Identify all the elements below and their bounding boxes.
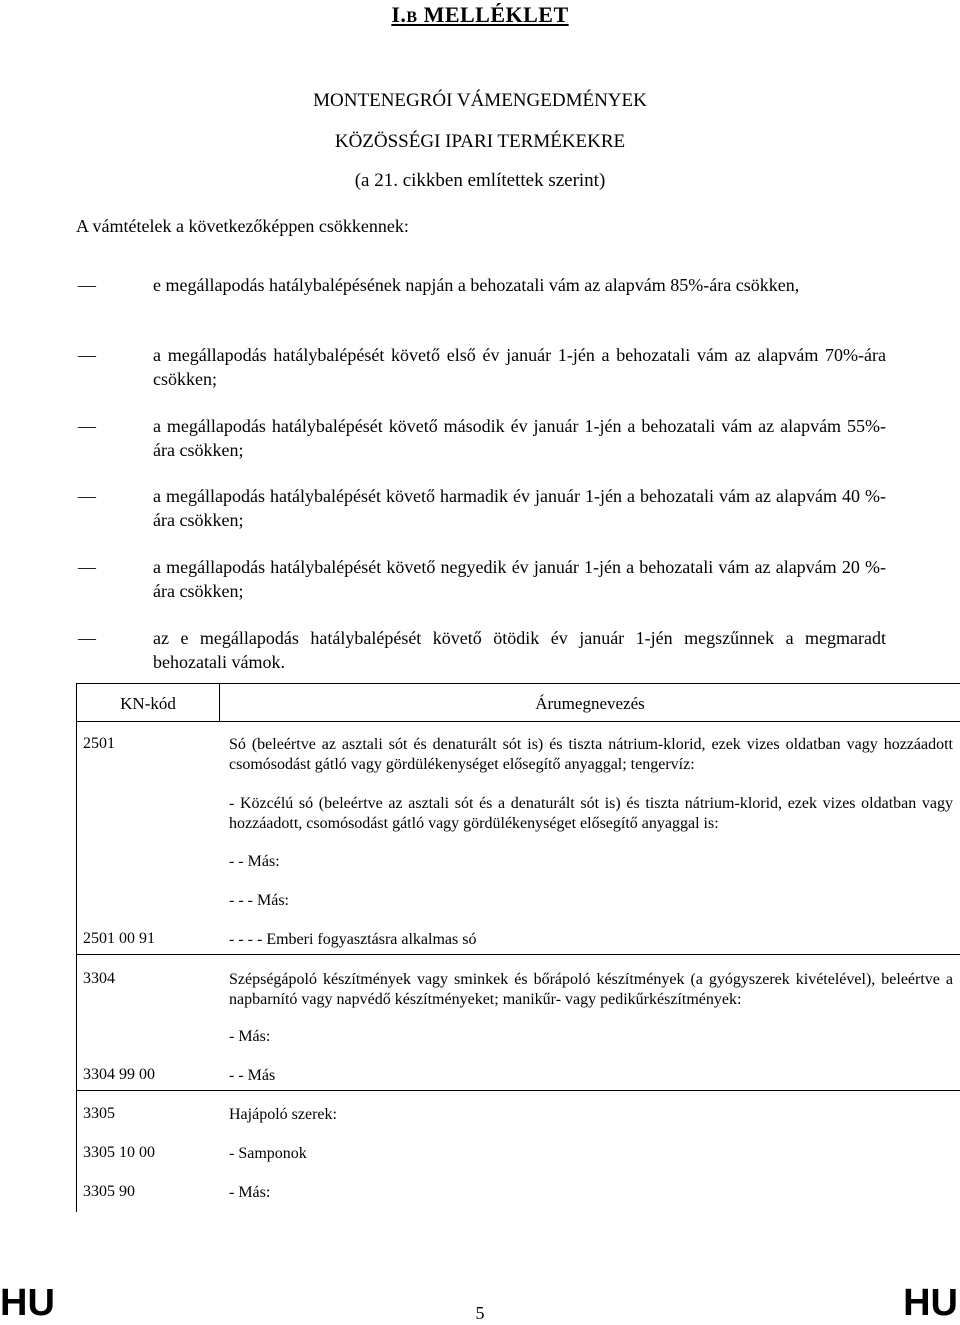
product-description: - - Más bbox=[229, 1067, 276, 1084]
cn-code: 2501 bbox=[83, 735, 115, 752]
bullet-item bbox=[78, 555, 886, 603]
product-description: Szépségápoló készítmények vagy sminkek és bőrápoló készítmények (a gyógyszerek kivételével), beleértve a napbarnító vagy napvédő készítményeket; manikűr- vagy pedikűrkészítmények: bbox=[229, 971, 953, 1008]
dash-marker: — bbox=[78, 486, 96, 506]
product-description: Só (beleértve az asztali sót és denaturált sót is) és tiszta nátrium-klorid, ezek vizes oldatban vagy hozzáadott csomósodást gátló vagy gördülékenységet elősegítő anyaggal; tengervíz: bbox=[229, 736, 953, 773]
col-header-code: KN-kód bbox=[120, 694, 176, 713]
dash-marker: — bbox=[78, 345, 96, 365]
bullet-text: a megállapodás hatálybalépését követő második év január 1-jén a behozatali vám az alapvám 55%-ára csökken; bbox=[153, 416, 886, 460]
annex-title bbox=[0, 2, 960, 28]
dash-marker: — bbox=[78, 275, 96, 295]
intro-text: A vámtételek a következőképpen csökkennek: bbox=[76, 216, 409, 236]
title-main: MELLÉKLET bbox=[417, 2, 569, 27]
cn-code: 3305 bbox=[83, 1105, 115, 1122]
cn-code: 3305 10 00 bbox=[83, 1144, 155, 1161]
cn-code: 3305 90 bbox=[83, 1183, 135, 1200]
bullet-text: a megállapodás hatálybalépését követő negyedik év január 1-jén a behozatali vám az alapvám 20 %-ára csökken; bbox=[153, 557, 886, 601]
row-separator bbox=[77, 1090, 960, 1091]
product-description: - Más: bbox=[229, 1028, 271, 1045]
header-bottom-rule bbox=[77, 721, 960, 722]
title-small: B bbox=[406, 9, 418, 26]
bullet-item bbox=[78, 484, 886, 532]
bullet-item bbox=[78, 626, 886, 674]
heading-line-3: (a 21. cikkben említettek szerint) bbox=[354, 170, 606, 191]
bullet-text: a megállapodás hatálybalépését követő harmadik év január 1-jén a behozatali vám az alapvám 40 %-ára csökken; bbox=[153, 486, 886, 530]
col-header-description: Árumegnevezés bbox=[535, 694, 645, 713]
bullet-text: e megállapodás hatálybalépésének napján a behozatali vám az alapvám 85%-ára csökken, bbox=[153, 275, 800, 295]
cn-code: 3304 bbox=[83, 970, 115, 987]
product-description: - - - - Emberi fogyasztásra alkalmas só bbox=[229, 931, 477, 948]
product-description: - Közcélú só (beleértve az asztali sót és a denaturált sót is) és tiszta nátrium-klorid, ezek vizes oldatban vagy hozzáadott, csomósodást gátló vagy gördülékenységet elősegítő anyaggal is: bbox=[229, 795, 953, 832]
bullet-item bbox=[78, 343, 886, 391]
dash-marker: — bbox=[78, 557, 96, 577]
product-description: - - - Más: bbox=[229, 892, 289, 909]
heading-line-2: KÖZÖSSÉGI IPARI TERMÉKEKRE bbox=[334, 131, 626, 152]
product-description: - Samponok bbox=[229, 1145, 307, 1162]
product-description: Hajápoló szerek: bbox=[229, 1106, 337, 1123]
dash-marker: — bbox=[78, 628, 96, 648]
product-description: - - Más: bbox=[229, 853, 280, 870]
dash-marker: — bbox=[78, 416, 96, 436]
bullet-text: az e megállapodás hatálybalépését követő ötödik év január 1-jén megszűnnek a megmaradt behozatali vámok. bbox=[153, 628, 886, 672]
bullet-text: a megállapodás hatálybalépését követő első év január 1-jén a behozatali vám az alapvám 70%-ára csökken; bbox=[153, 345, 886, 389]
tariff-table bbox=[76, 683, 960, 1212]
cn-code: 2501 00 91 bbox=[83, 930, 155, 947]
bullet-item bbox=[78, 414, 886, 462]
row-separator bbox=[77, 954, 960, 955]
cn-code: 3304 99 00 bbox=[83, 1066, 155, 1083]
footer-language-left: HU bbox=[0, 1282, 55, 1324]
page-number: 5 bbox=[475, 1303, 485, 1323]
footer-language-right: HU bbox=[903, 1282, 958, 1324]
title-prefix: I. bbox=[391, 2, 407, 27]
bullet-item bbox=[78, 273, 886, 297]
heading-line-1: MONTENEGRÓI VÁMENGEDMÉNYEK bbox=[313, 90, 647, 111]
product-description: - Más: bbox=[229, 1184, 271, 1201]
